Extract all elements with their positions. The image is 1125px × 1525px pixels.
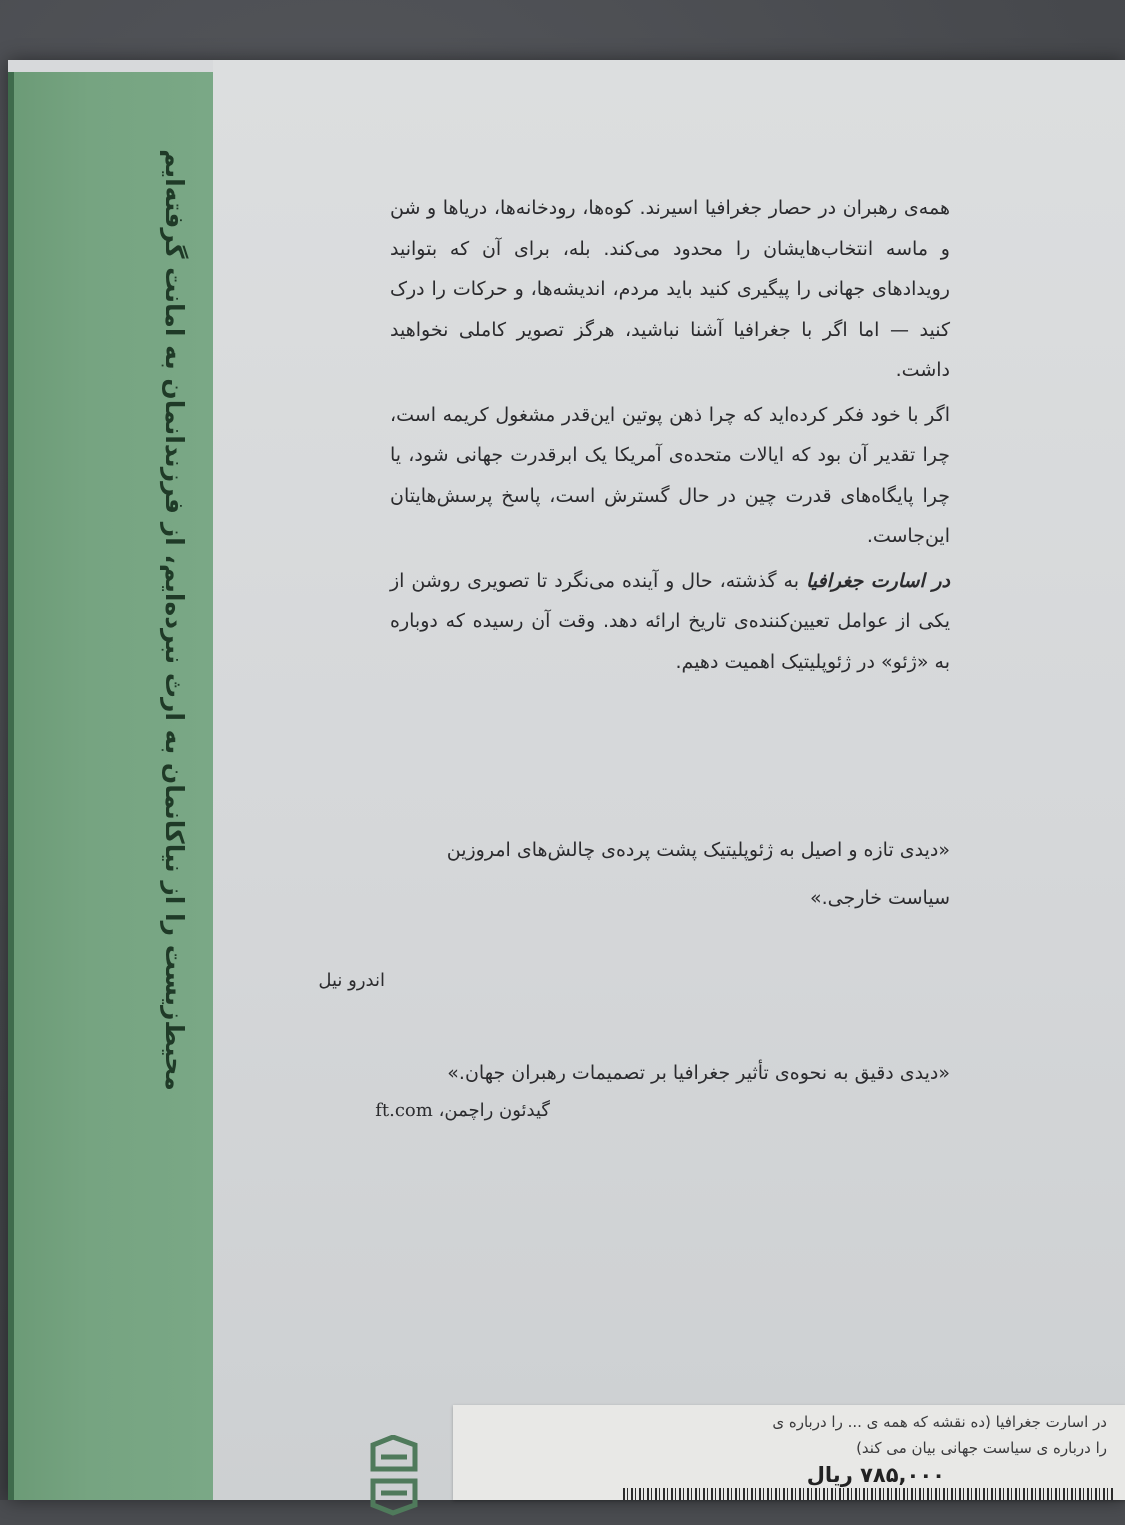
sticker-title-line-1: در اسارت جغرافیا (ده نقشه که همه ی ... را درباره ی (772, 1413, 1107, 1431)
price-sticker (453, 1405, 1125, 1500)
barcode (623, 1488, 1115, 1500)
endorsement-quote-1: «دیدی تازه و اصیل به ژئوپلیتیک پشت پرده‌ی چالش‌های امروزین سیاست خارجی.» (446, 839, 950, 909)
spine-slogan: محیط‌زیست را از نیاکانمان به ارث نبرده‌ایم، از فرزندانمان به امانت گرفته‌ایم (160, 149, 189, 1091)
blurb-paragraph-3-text: به گذشته، حال و آینده می‌نگرد تا تصویری روشن از یکی از عوامل تعیین‌کننده‌ی تاریخ ارائه دهد. وقت آن رسیده که دوباره به «ژئو» در ژئوپلیتیک اهمیت دهیم. (390, 569, 950, 673)
endorsement-author-1: اندرو نیل (318, 970, 385, 991)
sticker-price: ۷۸۵,۰۰۰ ریال (806, 1463, 945, 1487)
book-title-reference: در اسارت جغرافیا (805, 569, 950, 592)
endorsement-author-2-name: گیدئون راچمن، (438, 1100, 550, 1121)
sticker-title-line-2: را درباره ی سیاست جهانی بیان می کند) (856, 1439, 1107, 1457)
blurb (390, 188, 950, 686)
blurb-paragraph-3 (390, 561, 950, 683)
blurb-paragraph-1: همه‌ی رهبران در حصار جغرافیا اسیرند. کوه‌ها، رودخانه‌ها، دریاها و شن و ماسه انتخاب‌هایشان را محدود می‌کند. بله، برای آن که بتوانید رویدادهای جهانی را پیگیری کنید باید مردم، اندیشه‌ها، و حرکات را درک کنید — اما اگر با جغرافیا آشنا نباشید، هرگز تصویر کاملی نخواهید داشت. (390, 197, 950, 381)
blurb-paragraph-2: اگر با خود فکر کرده‌اید که چرا ذهن پوتین این‌قدر مشغول کریمه است، چرا تقدیر آن بود که ایالات متحده‌ی آمریکا یک ابرقدرت جهانی شود، یا چرا پایگاه‌های قدرت چین در حال گسترش است، پاسخ پرسش‌هایتان این‌جاست. (390, 403, 950, 547)
endorsement-source: ft.com (375, 1100, 433, 1121)
endorsement-quote-2: «دیدی دقیق به نحوه‌ی تأثیر جغرافیا بر تصمیمات رهبران جهان.» (447, 1062, 950, 1084)
back-cover-page (213, 60, 1125, 1500)
book-back-cover (8, 60, 1125, 1500)
spine-edge (8, 72, 14, 1500)
publisher-logo-icon (363, 1435, 425, 1525)
endorsement-author-2 (375, 1100, 550, 1121)
